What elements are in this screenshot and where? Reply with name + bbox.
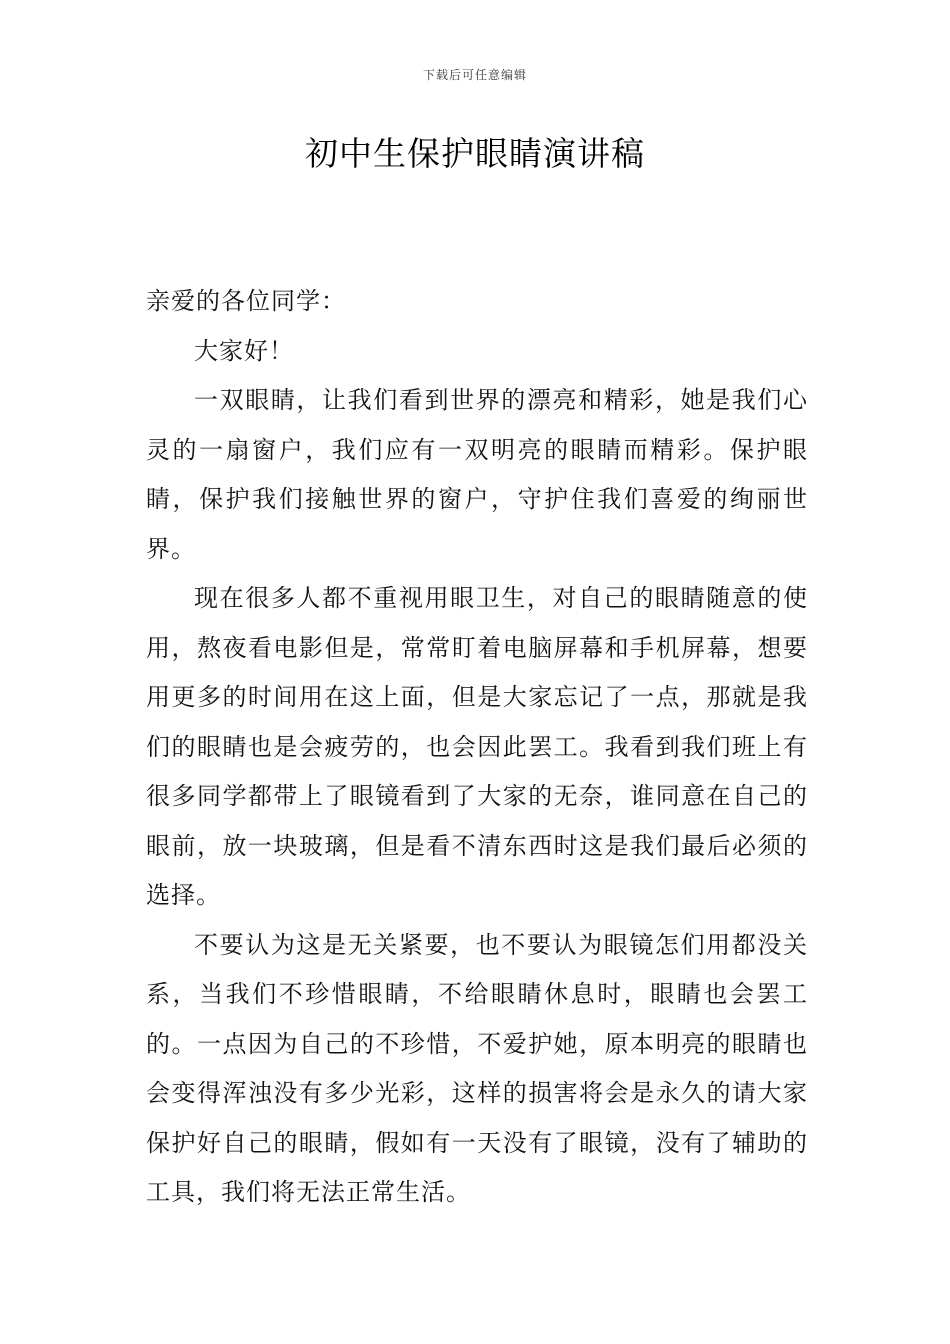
paragraph-1: 一双眼睛，让我们看到世界的漂亮和精彩，她是我们心灵的一扇窗户，我们应有一双明亮的眼睛而精彩。保护眼睛，保护我们接触世界的窗户，守护住我们喜爱的绚丽世界。 [146, 386, 808, 563]
paragraph-2: 现在很多人都不重视用眼卫生，对自己的眼睛随意的使用，熬夜看电影但是，常常盯着电脑屏幕和手机屏幕，想要用更多的时间用在这上面，但是大家忘记了一点，那就是我们的眼睛也是会疲劳的，也会因此罢工。我看到我们班上有很多同学都带上了眼镜看到了大家的无奈，谁同意在自己的眼前，放一块玻璃，但是看不清东西时这是我们最后必须的选择。 [146, 584, 808, 909]
paragraph-greeting: 大家好！ [194, 336, 294, 365]
document-title: 初中生保护眼睛演讲稿 [305, 134, 645, 173]
document-body [146, 277, 808, 1218]
header-note: 下载后可任意编辑 [422, 68, 527, 82]
paragraph-3: 不要认为这是无关紧要，也不要认为眼镜怎们用都没关系，当我们不珍惜眼睛，不给眼睛休息时，眼睛也会罢工的。一点因为自己的不珍惜，不爱护她，原本明亮的眼睛也会变得浑浊没有多少光彩，这样的损害将会是永久的请大家保护好自己的眼睛，假如有一天没有了眼镜，没有了辅助的工具，我们将无法正常生活。 [146, 930, 808, 1206]
salutation: 亲爱的各位同学： [146, 287, 346, 315]
